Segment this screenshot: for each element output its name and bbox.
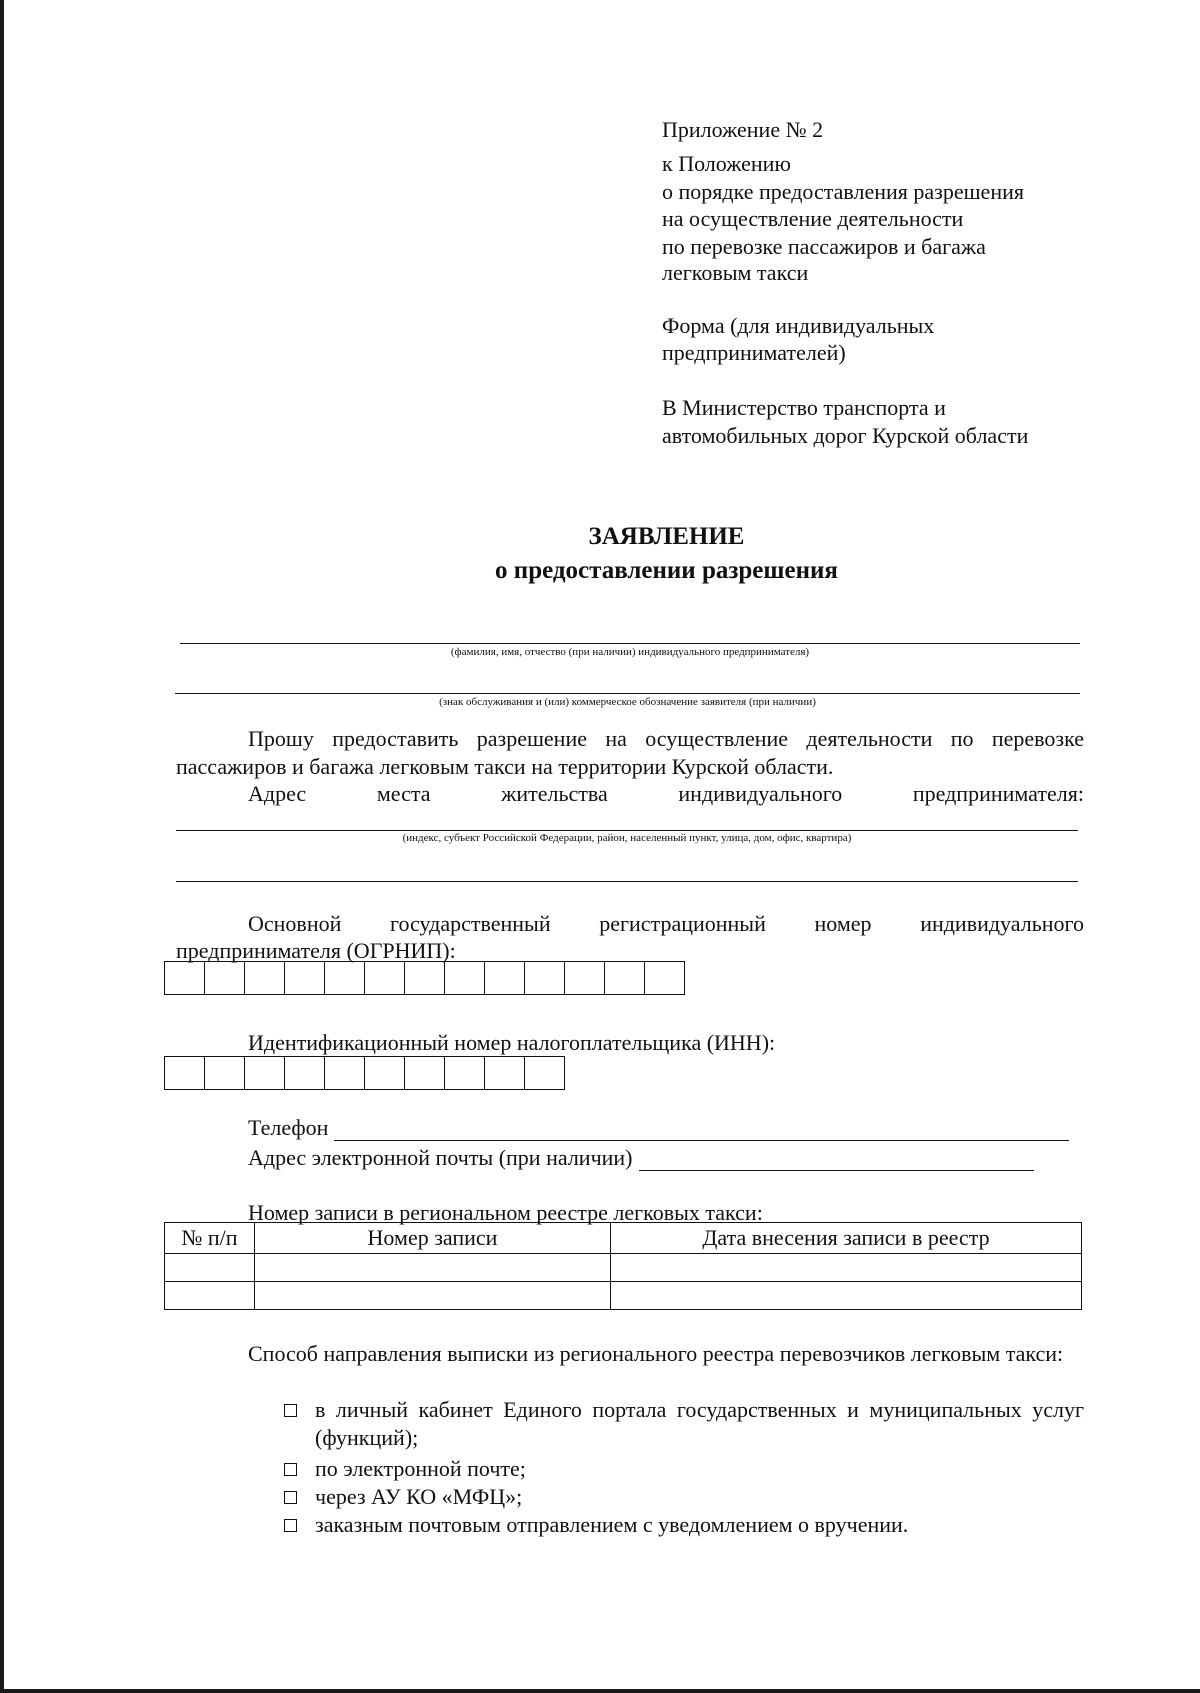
table-cell[interactable]	[255, 1282, 611, 1310]
delivery-option-label: заказным почтовым отправлением с уведомлением о вручении.	[315, 1512, 909, 1537]
table-cell[interactable]	[611, 1282, 1082, 1310]
ogrnip-digit-cell[interactable]	[564, 961, 605, 995]
checkbox[interactable]	[284, 1404, 297, 1417]
applicant-name-line[interactable]	[180, 643, 1080, 644]
regulation-line: на осуществление деятельности	[662, 206, 964, 231]
phone-row	[248, 1115, 1069, 1141]
applicant-name-caption: (фамилия, имя, отчество (при наличии) индивидуального предпринимателя)	[450, 646, 810, 658]
phone-input-line[interactable]	[334, 1118, 1069, 1141]
delivery-option-label: по электронной почте;	[315, 1456, 526, 1481]
ogrnip-digit-cell[interactable]	[644, 961, 685, 995]
checkbox[interactable]	[284, 1463, 297, 1476]
ogrnip-label-line2: предпринимателя (ОГРНИП):	[176, 938, 456, 963]
regulation-line: легковым такси	[662, 260, 809, 285]
ogrnip-label-word: Основной	[248, 911, 342, 936]
registry-label: Номер записи в региональном реестре легковых такси:	[248, 1200, 763, 1225]
ogrnip-digit-cell[interactable]	[404, 961, 445, 995]
appendix-number: Приложение № 2	[662, 117, 824, 142]
service-mark-caption: (знак обслуживания и (или) коммерческое обозначение заявителя (при наличии)	[439, 696, 816, 708]
ogrnip-digit-cell[interactable]	[204, 961, 245, 995]
ogrnip-digit-cell[interactable]	[284, 961, 325, 995]
address-label-word: Адрес	[248, 781, 307, 806]
registry-table-header	[165, 1223, 1082, 1254]
table-cell[interactable]	[255, 1254, 611, 1282]
column-header-date: Дата внесения записи в реестр	[611, 1223, 1082, 1254]
residence-address-caption: (индекс, субъект Российской Федерации, район, населенный пункт, улица, дом, офис, квартира)	[402, 832, 852, 844]
inn-digit-cell[interactable]	[164, 1056, 205, 1090]
service-mark-line[interactable]	[175, 693, 1080, 694]
address-label-word: индивидуального	[678, 781, 843, 806]
inn-digit-cell[interactable]	[204, 1056, 245, 1090]
residence-address-line[interactable]	[176, 830, 1078, 831]
ogrnip-digit-cell[interactable]	[244, 961, 285, 995]
phone-label: Телефон	[248, 1115, 329, 1140]
table-cell[interactable]	[165, 1282, 255, 1310]
ogrnip-label-word: регистрационный	[599, 911, 766, 936]
page-edge-bottom	[0, 1689, 1200, 1693]
ogrnip-digit-cell[interactable]	[604, 961, 645, 995]
delivery-option-label: через АУ КО «МФЦ»;	[315, 1484, 523, 1509]
column-header-number: № п/п	[165, 1223, 255, 1254]
form-type-line: Форма (для индивидуальных	[662, 313, 935, 338]
inn-cells	[164, 1056, 564, 1090]
table-cell[interactable]	[165, 1254, 255, 1282]
delivery-option-label: в личный кабинет Единого портала государственных и муниципальных услуг (функций);	[315, 1397, 1084, 1450]
delivery-method-paragraph: Способ направления выписки из регионального реестра перевозчиков легковым такси:	[248, 1341, 1064, 1366]
recipient-line: автомобильных дорог Курской области	[662, 423, 1029, 448]
ogrnip-digit-cell[interactable]	[524, 961, 565, 995]
page-edge-left	[0, 0, 4, 1693]
ogrnip-label-word: индивидуального	[920, 911, 1084, 936]
address-label-word: места	[376, 781, 431, 806]
ogrnip-label	[248, 911, 1084, 937]
table-cell[interactable]	[611, 1254, 1082, 1282]
ogrnip-digit-cell[interactable]	[484, 961, 525, 995]
address-label-word: предпринимателя:	[912, 781, 1084, 806]
column-header-record: Номер записи	[255, 1223, 611, 1254]
inn-digit-cell[interactable]	[324, 1056, 365, 1090]
regulation-line: по перевозке пассажиров и багажа	[662, 234, 986, 259]
residence-address-line-2[interactable]	[176, 881, 1078, 882]
ogrnip-label-word: государственный	[390, 911, 551, 936]
form-type-line: предпринимателей)	[662, 340, 846, 365]
ogrnip-cells	[164, 961, 684, 995]
delivery-option	[284, 1511, 1084, 1539]
ogrnip-digit-cell[interactable]	[444, 961, 485, 995]
delivery-option	[284, 1455, 1084, 1483]
regulation-line: к Положению	[662, 151, 791, 176]
address-label-word: жительства	[501, 781, 608, 806]
delivery-option	[284, 1396, 1084, 1452]
inn-digit-cell[interactable]	[444, 1056, 485, 1090]
ogrnip-digit-cell[interactable]	[364, 961, 405, 995]
registry-table	[164, 1222, 1082, 1310]
checkbox[interactable]	[284, 1519, 297, 1532]
recipient-line: В Министерство транспорта и	[662, 395, 946, 420]
inn-digit-cell[interactable]	[364, 1056, 405, 1090]
address-label	[248, 781, 1084, 807]
email-input-line[interactable]	[639, 1148, 1034, 1171]
checkbox[interactable]	[284, 1491, 297, 1504]
inn-digit-cell[interactable]	[404, 1056, 445, 1090]
inn-digit-cell[interactable]	[244, 1056, 285, 1090]
document-subtitle: о предоставлении разрешения	[495, 557, 838, 584]
inn-digit-cell[interactable]	[524, 1056, 565, 1090]
inn-digit-cell[interactable]	[484, 1056, 525, 1090]
ogrnip-digit-cell[interactable]	[324, 961, 365, 995]
ogrnip-label-word: номер	[814, 911, 872, 936]
request-paragraph: Прошу предоставить разрешение на осуществление деятельности по перевозке пассажиров и багажа легковым такси на территории Курской области.	[176, 726, 1084, 779]
regulation-line: о порядке предоставления разрешения	[662, 179, 1024, 204]
email-label: Адрес электронной почты (при наличии)	[248, 1145, 633, 1170]
table-row	[165, 1282, 1082, 1310]
inn-digit-cell[interactable]	[284, 1056, 325, 1090]
inn-label: Идентификационный номер налогоплательщика (ИНН):	[248, 1030, 776, 1055]
table-row	[165, 1254, 1082, 1282]
email-row	[248, 1145, 1034, 1171]
delivery-option	[284, 1483, 1084, 1511]
document-title: ЗАЯВЛЕНИЕ	[588, 523, 745, 550]
ogrnip-digit-cell[interactable]	[164, 961, 205, 995]
